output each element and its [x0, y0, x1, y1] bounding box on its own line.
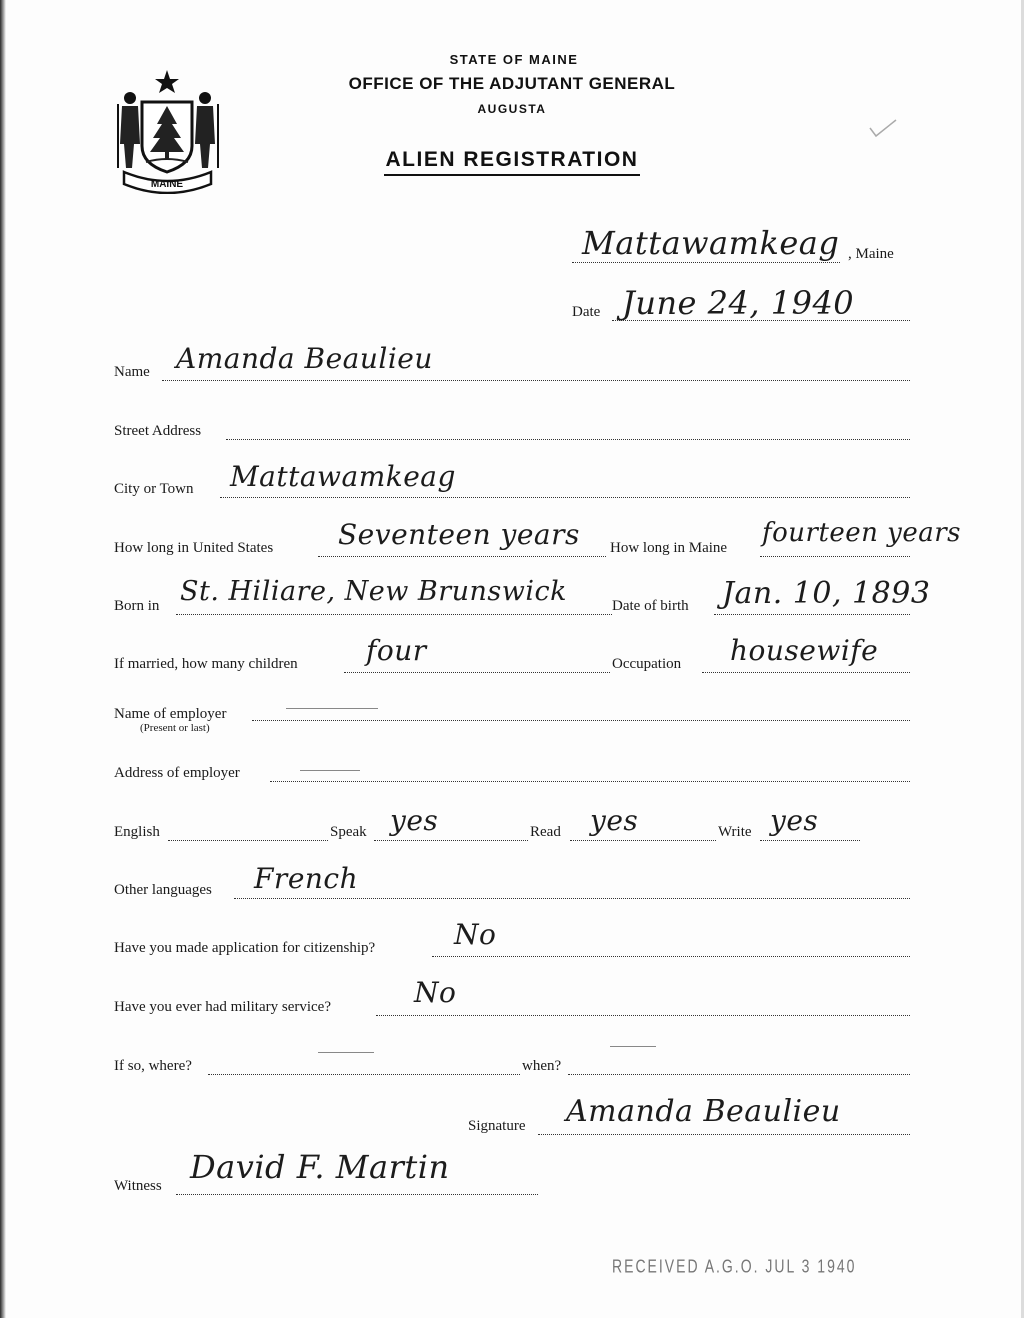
document-title: ALIEN REGISTRATION [0, 148, 1024, 172]
when-label: when? [522, 1058, 562, 1074]
check-mark-icon [868, 118, 898, 140]
citizenship-line [432, 956, 910, 957]
citizenship-label: Have you made application for citizenship? [114, 940, 376, 956]
employer-name-line [252, 720, 910, 721]
date-of-birth-line [714, 614, 910, 615]
scan-edge [0, 0, 6, 1318]
header-city: AUGUSTA [477, 102, 547, 116]
employer-name-label: Name of employer [114, 706, 227, 722]
employer-address-label: Address of employer [114, 765, 240, 781]
speak-label: Speak [330, 824, 367, 840]
received-stamp: RECEIVED A.G.O. JUL 3 1940 [612, 1255, 857, 1277]
street-address-label: Street Address [114, 423, 202, 439]
how-long-maine-line [760, 556, 910, 557]
children-value: four [366, 634, 427, 667]
english-label: English [114, 824, 160, 840]
employer-address-dash [300, 770, 360, 771]
citizenship-value: No [454, 918, 497, 951]
write-value: yes [770, 804, 819, 837]
other-languages-value: French [254, 862, 359, 895]
read-value: yes [590, 804, 639, 837]
name-value: Amanda Beaulieu [176, 342, 433, 375]
military-label: Have you ever had military service? [114, 999, 331, 1015]
signature-label: Signature [468, 1118, 526, 1134]
svg-text:MAINE: MAINE [150, 179, 184, 190]
when-line [568, 1074, 910, 1075]
signature-value: Amanda Beaulieu [566, 1094, 841, 1129]
occupation-value: housewife [730, 634, 879, 667]
children-label: If married, how many children [114, 656, 298, 672]
military-value: No [414, 976, 457, 1009]
place-line [572, 262, 840, 263]
born-in-value: St. Hiliare, New Brunswick [180, 576, 568, 607]
where-label: If so, where? [114, 1058, 192, 1074]
signature-line [538, 1134, 910, 1135]
date-label: Date [572, 304, 601, 320]
occupation-line [702, 672, 910, 673]
other-languages-label: Other languages [114, 882, 212, 898]
read-line [570, 840, 716, 841]
employer-address-line [270, 781, 910, 782]
where-dash [318, 1052, 374, 1053]
born-in-label: Born in [114, 598, 160, 614]
where-line [208, 1074, 520, 1075]
how-long-us-label: How long in United States [114, 540, 274, 556]
how-long-us-line [318, 556, 606, 557]
name-label: Name [114, 364, 150, 380]
employer-name-sublabel: (Present or last) [140, 722, 210, 734]
city-label: City or Town [114, 481, 194, 497]
english-line [168, 840, 328, 841]
date-of-birth-value: Jan. 10, 1893 [722, 576, 931, 611]
other-languages-line [234, 898, 910, 899]
city-value: Mattawamkeag [230, 460, 456, 493]
header-office: OFFICE OF THE ADJUTANT GENERAL [348, 74, 676, 93]
witness-label: Witness [114, 1178, 162, 1194]
city-line [220, 497, 910, 498]
how-long-maine-value: fourteen years [762, 518, 962, 548]
how-long-us-value: Seventeen years [338, 518, 580, 551]
occupation-label: Occupation [612, 656, 682, 672]
place-value: Mattawamkeag [582, 224, 840, 262]
header-state: STATE OF MAINE [449, 52, 579, 67]
write-label: Write [718, 824, 752, 840]
employer-name-dash [286, 708, 378, 709]
street-address-line [226, 439, 910, 440]
witness-value: David F. Martin [190, 1148, 450, 1186]
date-of-birth-label: Date of birth [612, 598, 689, 614]
speak-value: yes [390, 804, 439, 837]
speak-line [374, 840, 528, 841]
name-line [162, 380, 910, 381]
place-suffix: , Maine [848, 246, 894, 262]
date-value: June 24, 1940 [622, 284, 855, 322]
military-line [376, 1015, 910, 1016]
how-long-maine-label: How long in Maine [610, 540, 728, 556]
witness-line [176, 1194, 538, 1195]
born-in-line [176, 614, 612, 615]
when-dash [610, 1046, 656, 1047]
write-line [760, 840, 860, 841]
children-line [344, 672, 610, 673]
read-label: Read [530, 824, 561, 840]
